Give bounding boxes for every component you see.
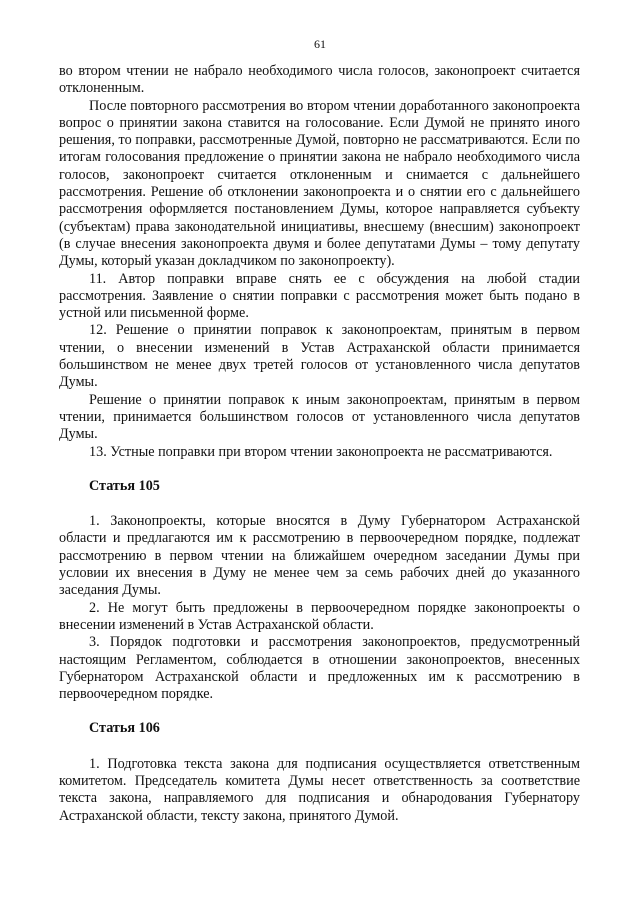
article-106-heading: Статья 106 xyxy=(89,720,160,737)
page-number: 61 xyxy=(314,37,326,51)
paragraph-item-12: 12. Решение о принятии поправок к законопроектам, принятым в первом чтении, о внесении изменений в Устав Астраханской области принимается большинством не менее двух третей голосов от установленного числа депутатов Думы. xyxy=(59,322,580,391)
article-105-item-3: 3. Порядок подготовки и рассмотрения законопроектов, предусмотренный настоящим Регламентом, соблюдается в отношении законопроектов, внесенных Губернатором Астраханской области и предложенных им к рассмотрению в первоочередном порядке. xyxy=(59,634,580,703)
paragraph-continuation: во втором чтении не набрало необходимого числа голосов, законопроект считается отклоненным. xyxy=(59,63,580,97)
article-105-heading: Статья 105 xyxy=(89,477,160,494)
article-105-item-2: 2. Не могут быть предложены в первоочередном порядке законопроекты о внесении изменений в Устав Астраханской области. xyxy=(59,599,580,633)
paragraph-other-bills: Решение о принятии поправок к иным законопроектам, принятым в первом чтении, принимается большинством голосов от установленного числа депутатов Думы. xyxy=(59,391,580,443)
document-body xyxy=(59,63,580,825)
paragraph-second-reading: После повторного рассмотрения во втором чтении доработанного законопроекта вопрос о принятии закона ставится на голосование. Если Думой не принято иного решения, то поправки, рассмотренные Думой, повторно не рассматриваются. Если по итогам голосования предложение о принятии закона не набрало необходимого числа голосов, законопроект считается отклоненным и снимается с дальнейшего рассмотрения. Решение об отклонении законопроекта и о снятии его с дальнейшего рассмотрения оформляется постановлением Думы, которое направляется субъекту (субъектам) права законодательной инициативы, внесшему (внесшим) законопроект (в случае внесения законопроекта двумя и более депутатами Думы – тому депутату Думы, который указан докладчиком по законопроекту). xyxy=(59,97,580,270)
article-106-item-1: 1. Подготовка текста закона для подписания осуществляется ответственным комитетом. Председатель комитета Думы несет ответственность за соответствие текста закона, направляемого для подписания и обнародования Губернатору Астраханской области, тексту закона, принятого Думой. xyxy=(59,755,580,824)
paragraph-item-11: 11. Автор поправки вправе снять ее с обсуждения на любой стадии рассмотрения. Заявление о снятии поправки с рассмотрения может быть подано в устной или письменной форме. xyxy=(59,270,580,322)
article-105-item-1: 1. Законопроекты, которые вносятся в Думу Губернатором Астраханской области и предлагаются им к рассмотрению в первоочередном порядке, подлежат рассмотрению в первом чтении на ближайшем очередном заседании Думы при условии их внесения в Думу не менее чем за семь рабочих дней до указанного заседания Думы. xyxy=(59,513,580,599)
paragraph-item-13: 13. Устные поправки при втором чтении законопроекта не рассматриваются. xyxy=(89,443,553,460)
